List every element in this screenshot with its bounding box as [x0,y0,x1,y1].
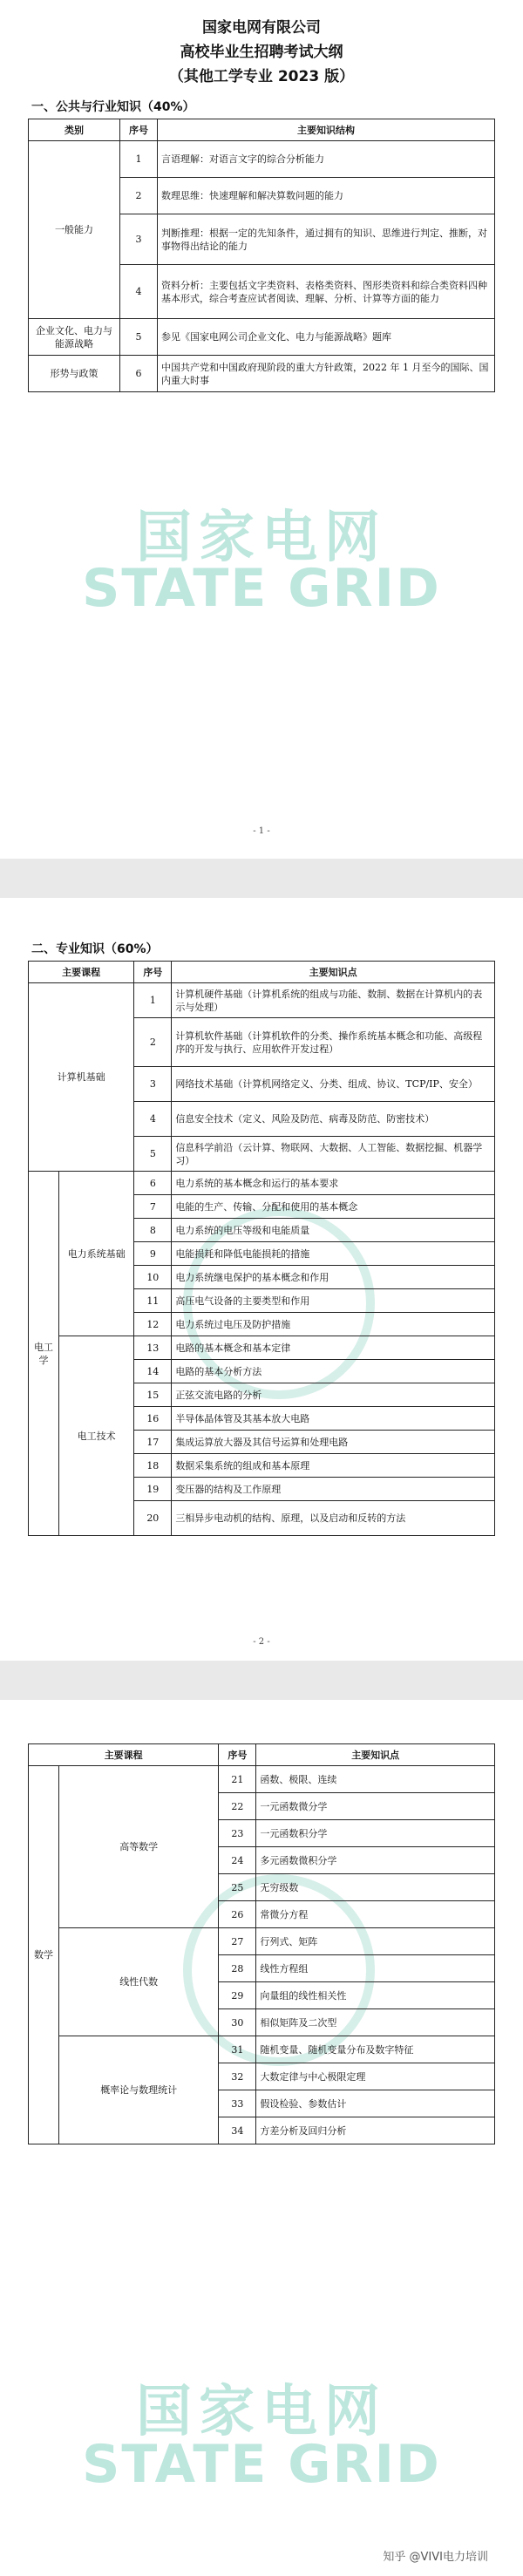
row-text: 电能损耗和降低电能损耗的措施 [172,1242,495,1266]
watermark-cn: 国家电网 [136,2380,387,2444]
row-text: 正弦交流电路的分析 [172,1383,495,1407]
row-number: 14 [134,1360,172,1383]
section3-table [28,1743,495,2144]
category-computer: 计算机基础 [29,983,134,1172]
row-text: 电路的基本概念和基本定律 [172,1336,495,1360]
table-row [29,1172,495,1195]
category-math: 数学 [29,1766,59,2144]
row-text: 向量组的线性相关性 [256,1982,495,2009]
row-text: 变压器的结构及工作原理 [172,1478,495,1501]
row-number: 9 [134,1242,172,1266]
col-knowledge: 主要知识点 [256,1744,495,1766]
row-number: 11 [134,1289,172,1313]
row-number: 4 [120,265,158,319]
row-text: 信息科学前沿（云计算、物联网、大数据、人工智能、数据挖掘、机器学习） [172,1137,495,1172]
row-number: 10 [134,1266,172,1289]
row-text: 集成运算放大器及其信号运算和处理电路 [172,1431,495,1454]
category-ee: 电工学 [29,1172,59,1536]
col-number: 序号 [134,962,172,983]
row-number: 13 [134,1336,172,1360]
table-row [29,2036,495,2063]
table-header [29,962,495,983]
row-text: 电力系统的电压等级和电能质量 [172,1219,495,1242]
row-text: 随机变量、随机变量分布及数字特征 [256,2036,495,2063]
row-text: 计算机硬件基础（计算机系统的组成与功能、数制、数据在计算机内的表示与处理） [172,983,495,1018]
row-text: 参见《国家电网公司企业文化、电力与能源战略》题库 [158,319,495,356]
page-number: - 1 - [253,826,270,836]
row-number: 29 [219,1982,256,2009]
row-text: 半导体晶体管及其基本放大电路 [172,1407,495,1431]
row-text: 方差分析及回归分析 [256,2117,495,2144]
table-row [29,141,495,178]
row-text: 中国共产党和中国政府现阶段的重大方针政策，2022 年 1 月至今的国际、国内重大时事 [158,356,495,392]
row-number: 5 [120,319,158,356]
section2-table [28,961,495,1536]
table-row [29,983,495,1018]
row-number: 3 [134,1067,172,1102]
row-number: 12 [134,1313,172,1336]
row-text: 电能的生产、传输、分配和使用的基本概念 [172,1195,495,1219]
category-situation: 形势与政策 [29,356,120,392]
col-course: 主要课程 [29,962,134,983]
row-number: 23 [219,1820,256,1847]
row-number: 27 [219,1928,256,1955]
row-text: 电力系统继电保护的基本概念和作用 [172,1266,495,1289]
subcategory-prob: 概率论与数理统计 [59,2036,219,2144]
table-header [29,1744,495,1766]
row-number: 34 [219,2117,256,2144]
row-number: 6 [120,356,158,392]
row-text: 判断推理：根据一定的先知条件，通过拥有的知识、思维进行判定、推断，对事物得出结论的能力 [158,214,495,265]
section1-table [28,119,495,392]
row-text: 相似矩阵及二次型 [256,2009,495,2036]
row-number: 32 [219,2063,256,2090]
row-number: 30 [219,2009,256,2036]
company-name: 国家电网有限公司 [202,19,321,37]
row-number: 21 [219,1766,256,1793]
row-text: 数据采集系统的组成和基本原理 [172,1454,495,1478]
row-text: 电力系统的基本概念和运行的基本要求 [172,1172,495,1195]
row-text: 一元函数积分学 [256,1820,495,1847]
category-culture: 企业文化、电力与能源战略 [29,319,120,356]
doc-title: 高校毕业生招聘考试大纲 [180,44,343,61]
subcategory-calc: 高等数学 [59,1766,219,1928]
row-text: 言语理解：对语言文字的综合分析能力 [158,141,495,178]
row-text: 多元函数微积分学 [256,1847,495,1874]
watermark-en: STATE GRID [82,558,441,619]
page-3 [0,1700,523,2576]
row-text: 行列式、矩阵 [256,1928,495,1955]
row-text: 高压电气设备的主要类型和作用 [172,1289,495,1313]
section1-heading: 一、公共与行业知识（40%） [31,100,195,114]
row-number: 1 [134,983,172,1018]
row-number: 15 [134,1383,172,1407]
col-knowledge: 主要知识点 [172,962,495,983]
row-text: 函数、极限、连续 [256,1766,495,1793]
row-number: 18 [134,1454,172,1478]
subcategory-elec: 电工技术 [59,1336,134,1536]
row-number: 25 [219,1874,256,1901]
col-category: 类别 [29,119,120,141]
row-number: 22 [219,1793,256,1820]
row-number: 20 [134,1501,172,1536]
row-text: 三相异步电动机的结构、原理，以及启动和反转的方法 [172,1501,495,1536]
row-number: 4 [134,1102,172,1137]
row-number: 2 [120,178,158,214]
col-course: 主要课程 [29,1744,219,1766]
table-row [29,319,495,356]
row-text: 网络技术基础（计算机网络定义、分类、组成、协议、TCP/IP、安全） [172,1067,495,1102]
row-number: 26 [219,1901,256,1928]
row-number: 7 [134,1195,172,1219]
watermark-en: STATE GRID [82,2434,441,2495]
row-number: 33 [219,2090,256,2117]
row-text: 大数定律与中心极限定理 [256,2063,495,2090]
row-number: 1 [120,141,158,178]
row-text: 假设检验、参数估计 [256,2090,495,2117]
table-row [29,356,495,392]
row-text: 电力系统过电压及防护措施 [172,1313,495,1336]
table-row [29,1928,495,1955]
table-header [29,119,495,141]
row-number: 28 [219,1955,256,1982]
row-number: 8 [134,1219,172,1242]
col-number: 序号 [219,1744,256,1766]
row-text: 常微分方程 [256,1901,495,1928]
row-number: 5 [134,1137,172,1172]
row-text: 资料分析：主要包括文字类资料、表格类资料、图形类资料和综合类资料四种基本形式，综合考查应试者阅读、理解、分析、计算等方面的能力 [158,265,495,319]
row-number: 19 [134,1478,172,1501]
row-text: 数理思维：快速理解和解决算数问题的能力 [158,178,495,214]
row-text: 信息安全技术（定义、风险及防范、病毒及防范、防密技术） [172,1102,495,1137]
subcategory-power: 电力系统基础 [59,1172,134,1336]
col-knowledge: 主要知识结构 [158,119,495,141]
row-number: 2 [134,1018,172,1067]
doc-subtitle: （其他工学专业 2023 版） [168,68,355,85]
subcategory-linear: 线性代数 [59,1928,219,2036]
footer-credit: 知乎 @VIVI电力培训 [383,2551,488,2564]
row-text: 一元函数微分学 [256,1793,495,1820]
section2-heading: 二、专业知识（60%） [31,942,159,956]
row-text: 计算机软件基础（计算机软件的分类、操作系统基本概念和功能、高级程序的开发与执行、应用软件开发过程） [172,1018,495,1067]
row-number: 17 [134,1431,172,1454]
row-number: 16 [134,1407,172,1431]
page-1 [0,0,523,859]
page-2 [0,898,523,1661]
page-number: - 2 - [253,1637,270,1647]
row-number: 6 [134,1172,172,1195]
table-row [29,1766,495,1793]
category-general: 一般能力 [29,141,120,319]
row-number: 24 [219,1847,256,1874]
row-text: 电路的基本分析方法 [172,1360,495,1383]
watermark-cn: 国家电网 [136,506,387,570]
row-text: 线性方程组 [256,1955,495,1982]
row-number: 3 [120,214,158,265]
row-text: 无穷级数 [256,1874,495,1901]
col-number: 序号 [120,119,158,141]
row-number: 31 [219,2036,256,2063]
table-row [29,1336,495,1360]
